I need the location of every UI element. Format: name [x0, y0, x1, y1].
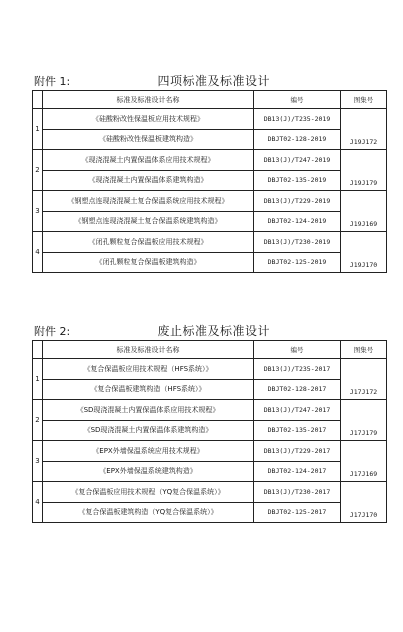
- header-code: 编号: [254, 341, 341, 359]
- standard-name: 《EPX外墙保温系统应用技术规程》: [43, 441, 254, 462]
- standard-name: 《硅酸粉改性保温板建筑构造》: [43, 129, 254, 150]
- table-row: [33, 109, 387, 130]
- standard-name: 《复合保温板应用技术规程（YQ复合保温系统）》: [43, 482, 254, 503]
- figure-number: J19J169: [341, 191, 387, 232]
- header-index: [33, 341, 43, 359]
- figure-number: J17J169: [341, 441, 387, 482]
- attachment-1-heading: 四项标准及标准设计: [157, 74, 271, 88]
- standard-name: 《复合保温板应用技术规程（HFS系统）》: [43, 359, 254, 380]
- figure-number: J17J170: [341, 482, 387, 523]
- table-row: [33, 150, 387, 171]
- group-index: 1: [33, 109, 43, 150]
- standard-code: DB13(J)/T229-2019: [254, 191, 341, 212]
- table-row: [33, 502, 387, 523]
- standard-code: DBJT02-125-2017: [254, 502, 341, 523]
- table-row: [33, 400, 387, 421]
- standard-name: 《钢塑点连现浇混凝土复合保温系统建筑构造》: [43, 211, 254, 232]
- standards-table: [32, 90, 387, 273]
- table-row: [33, 420, 387, 441]
- standard-code: DBJT02-124-2019: [254, 211, 341, 232]
- standard-code: DB13(J)/T247-2017: [254, 400, 341, 421]
- table-row: [33, 129, 387, 150]
- table-row: [33, 379, 387, 400]
- header-code: 编号: [254, 91, 341, 109]
- table-row: [33, 359, 387, 380]
- table-row: [33, 461, 387, 482]
- standard-name: 《复合保温板建筑构造（HFS系统）》: [43, 379, 254, 400]
- group-index: 3: [33, 191, 43, 232]
- group-index: 4: [33, 482, 43, 523]
- figure-number: J19J172: [341, 109, 387, 150]
- figure-number: J19J170: [341, 232, 387, 273]
- standard-name: 《SD现浇混凝土内置保温体系应用技术规程》: [43, 400, 254, 421]
- standard-name: 《SD现浇混凝土内置保温体系建筑构造》: [43, 420, 254, 441]
- standard-name: 《钢塑点连现浇混凝土复合保温系统应用技术规程》: [43, 191, 254, 212]
- figure-number: J17J179: [341, 400, 387, 441]
- attachment-2-label: 附件 2:: [34, 325, 71, 338]
- standard-code: DB13(J)/T235-2019: [254, 109, 341, 130]
- table-row: [33, 211, 387, 232]
- table-row: [33, 170, 387, 191]
- header-figure: 图集号: [341, 91, 387, 109]
- standard-code: DB13(J)/T235-2017: [254, 359, 341, 380]
- standard-code: DBJT02-135-2017: [254, 420, 341, 441]
- standard-code: DBJT02-128-2017: [254, 379, 341, 400]
- table-row: [33, 252, 387, 273]
- group-index: 4: [33, 232, 43, 273]
- table-row: [33, 232, 387, 253]
- attachment-1-title: [34, 72, 270, 89]
- header-figure: 图集号: [341, 341, 387, 359]
- abolished-standards-table: [32, 340, 387, 523]
- standard-name: 《复合保温板建筑构造（YQ复合保温系统）》: [43, 502, 254, 523]
- standard-code: DB13(J)/T230-2017: [254, 482, 341, 503]
- figure-number: J17J172: [341, 359, 387, 400]
- table-header-row: [33, 91, 387, 109]
- standard-name: 《硅酸粉改性保温板应用技术规程》: [43, 109, 254, 130]
- table-row: [33, 191, 387, 212]
- standard-name: 《现浇混凝土内置保温体系应用技术规程》: [43, 150, 254, 171]
- standard-code: DB13(J)/T230-2019: [254, 232, 341, 253]
- standard-code: DB13(J)/T247-2019: [254, 150, 341, 171]
- standard-code: DBJT02-128-2019: [254, 129, 341, 150]
- standard-code: DB13(J)/T229-2017: [254, 441, 341, 462]
- standard-name: 《闭孔颗粒复合保温板建筑构造》: [43, 252, 254, 273]
- header-name: 标准及标准设计名称: [43, 341, 254, 359]
- table-row: [33, 441, 387, 462]
- attachment-2-title: [34, 322, 270, 339]
- standard-name: 《EPX外墙保温系统建筑构造》: [43, 461, 254, 482]
- table-header-row: [33, 341, 387, 359]
- standard-code: DBJT02-124-2017: [254, 461, 341, 482]
- group-index: 2: [33, 400, 43, 441]
- attachment-1-label: 附件 1:: [34, 75, 71, 88]
- group-index: 3: [33, 441, 43, 482]
- standard-code: DBJT02-125-2019: [254, 252, 341, 273]
- standard-name: 《闭孔颗粒复合保温板应用技术规程》: [43, 232, 254, 253]
- group-index: 1: [33, 359, 43, 400]
- group-index: 2: [33, 150, 43, 191]
- standard-name: 《现浇混凝土内置保温体系建筑构造》: [43, 170, 254, 191]
- table-row: [33, 482, 387, 503]
- figure-number: J19J179: [341, 150, 387, 191]
- header-index: [33, 91, 43, 109]
- standard-code: DBJT02-135-2019: [254, 170, 341, 191]
- header-name: 标准及标准设计名称: [43, 91, 254, 109]
- attachment-2-heading: 废止标准及标准设计: [157, 324, 271, 338]
